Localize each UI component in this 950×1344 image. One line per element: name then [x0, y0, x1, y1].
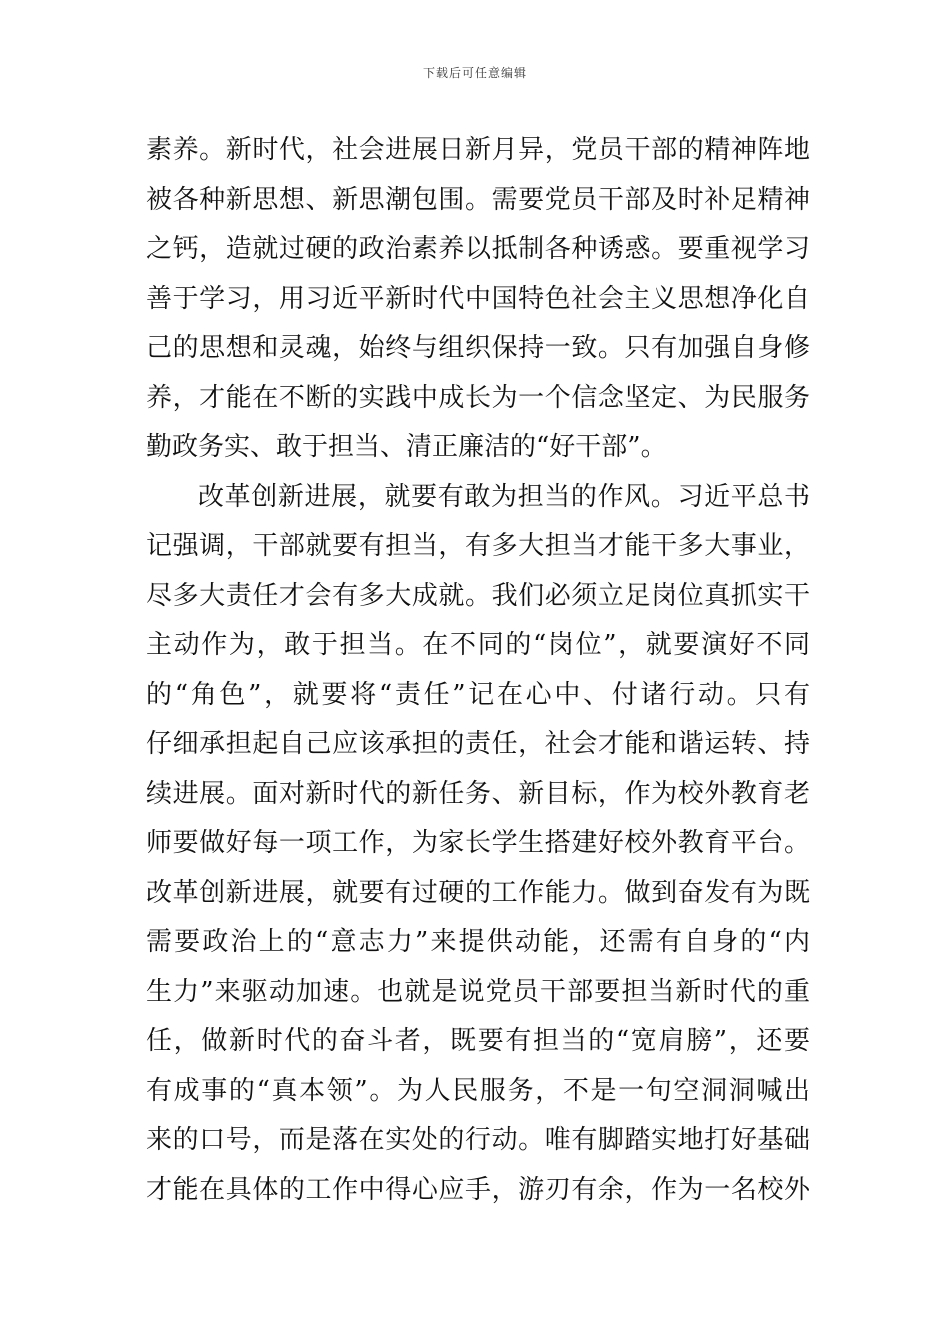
text-line: 尽多大责任才会有多大成就。我们必须立足岗位真抓实干: [146, 580, 810, 611]
text-line: 之钙，造就过硬的政治素养以抵制各种诱惑。要重视学习: [146, 234, 810, 264]
text-line: 勤政务实、敢于担当、清正廉洁的“好干部”。: [146, 432, 667, 462]
text-line: 需要政治上的“意志力”来提供动能，还需有自身的“内: [146, 927, 810, 957]
page-header-note: 下载后可任意编辑: [422, 66, 527, 80]
paragraph-start-line: 改革创新进展，就要有敢为担当的作风。习近平总书: [198, 481, 810, 512]
text-line: 仔细承担起自己应该承担的责任，社会才能和谐运转、持: [146, 729, 810, 759]
text-line: 任，做新时代的奋斗者，既要有担当的“宽肩膀”，还要: [146, 1026, 810, 1056]
text-line: 主动作为，敢于担当。在不同的“岗位”，就要演好不同: [146, 630, 810, 660]
text-line: 善于学习，用习近平新时代中国特色社会主义思想净化自: [146, 283, 810, 314]
text-line: 来的口号，而是落在实处的行动。唯有脚踏实地打好基础: [146, 1125, 810, 1155]
text-line: 己的思想和灵魂，始终与组织保持一致。只有加强自身修: [146, 333, 810, 363]
text-line: 有成事的“真本领”。为人民服务，不是一句空洞洞喊出: [146, 1075, 810, 1106]
text-line: 续进展。面对新时代的新任务、新目标，作为校外教育老: [146, 778, 810, 809]
text-line: 师要做好每一项工作，为家长学生搭建好校外教育平台。: [146, 828, 810, 858]
document-body: [146, 126, 810, 1215]
text-line: 素养。新时代，社会进展日新月异，党员干部的精神阵地: [146, 135, 810, 165]
text-line: 才能在具体的工作中得心应手，游刃有余，作为一名校外: [146, 1174, 810, 1205]
text-line: 生力”来驱动加速。也就是说党员干部要担当新时代的重: [146, 976, 810, 1007]
text-line: 的“角色”，就要将“责任”记在心中、付诸行动。只有: [146, 679, 810, 710]
text-line: 记强调，干部就要有担当，有多大担当才能干多大事业，: [146, 531, 810, 561]
text-line: 被各种新思想、新思潮包围。需要党员干部及时补足精神: [146, 184, 810, 215]
text-line: 改革创新进展，就要有过硬的工作能力。做到奋发有为既: [146, 877, 810, 908]
text-line: 养，才能在不断的实践中成长为一个信念坚定、为民服务: [146, 382, 810, 413]
